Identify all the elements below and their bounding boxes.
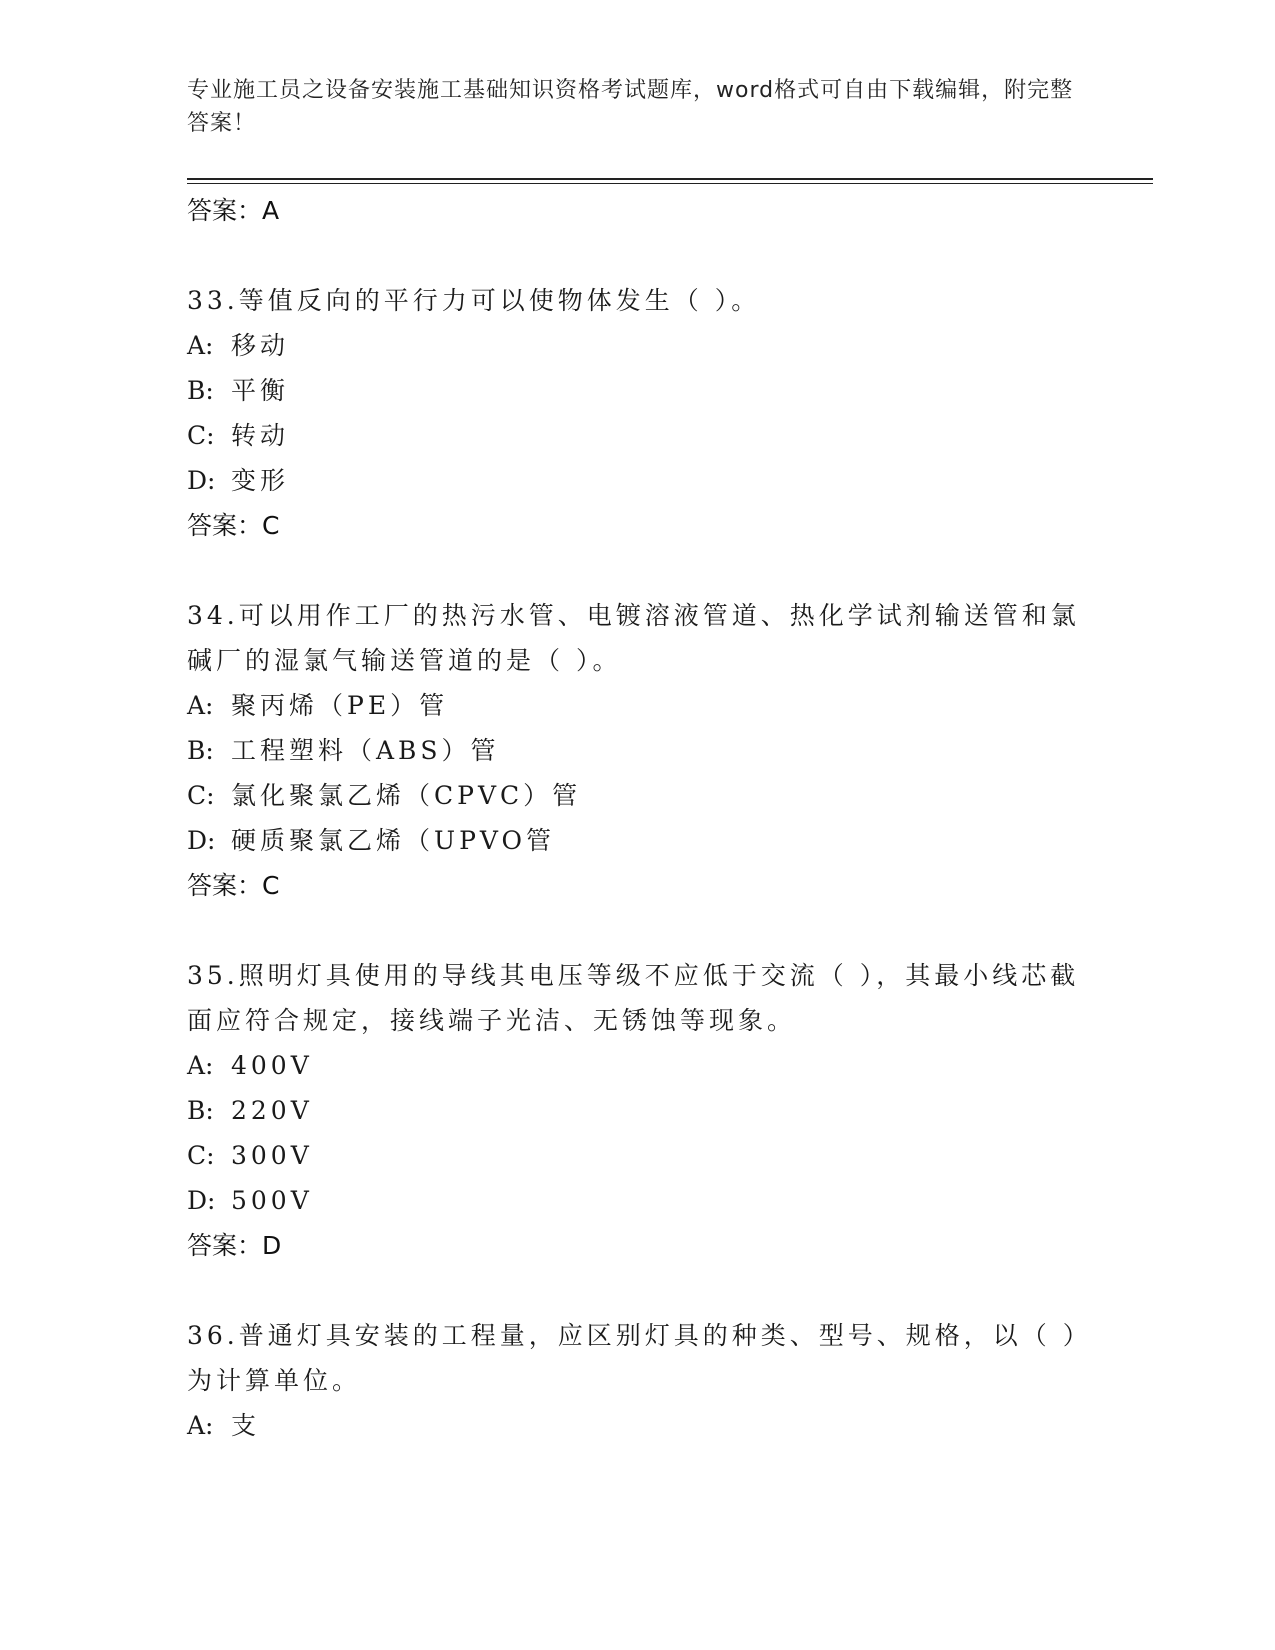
option-letter: C: (187, 781, 215, 810)
option-text: 支 (231, 1411, 261, 1440)
option-letter: B: (187, 1096, 214, 1125)
question-stem (187, 1313, 1087, 1403)
option-c (187, 413, 1087, 458)
option-letter: D: (187, 466, 216, 495)
option-letter: D: (187, 826, 216, 855)
question-stem (187, 278, 1087, 323)
option-b (187, 1088, 1087, 1133)
option-text: 工程塑料（ABS）管 (231, 736, 500, 765)
option-letter: A: (187, 691, 214, 720)
question-text: 普通灯具安装的工程量，应区别灯具的种类、型号、规格，以（ ）为计算单位。 (187, 1321, 1080, 1395)
answer-line (187, 863, 1087, 908)
option-text: 平衡 (231, 376, 290, 405)
spacer (187, 1268, 1087, 1313)
option-text: 硬质聚氯乙烯（UPVO管 (231, 826, 556, 855)
answer-value: D (262, 1231, 282, 1260)
option-a (187, 1043, 1087, 1088)
answer-label: 答案： (187, 871, 263, 900)
option-text: 220V (231, 1096, 313, 1125)
answer-label: 答案： (187, 511, 263, 540)
option-d (187, 818, 1087, 863)
answer-line (187, 188, 1087, 233)
option-text: 500V (231, 1186, 313, 1215)
question-stem (187, 593, 1087, 683)
question-number: 35. (187, 961, 239, 990)
option-letter: B: (187, 376, 214, 405)
option-letter: C: (187, 421, 215, 450)
option-c (187, 773, 1087, 818)
answer-value: C (262, 511, 280, 540)
option-d (187, 458, 1087, 503)
option-a (187, 1403, 1087, 1448)
option-letter: D: (187, 1186, 216, 1215)
question-text: 照明灯具使用的导线其电压等级不应低于交流（ ），其最小线芯截面应符合规定，接线端子光洁、无锈蚀等现象。 (187, 961, 1080, 1035)
page-header (187, 74, 1077, 140)
question-number: 36. (187, 1321, 239, 1350)
header-divider-thin (187, 183, 1153, 184)
question-stem (187, 953, 1087, 1043)
option-text: 300V (231, 1141, 313, 1170)
option-text: 移动 (231, 331, 290, 360)
answer-line (187, 503, 1087, 548)
question-text: 等值反向的平行力可以使物体发生（ ）。 (238, 286, 761, 315)
option-letter: A: (187, 1051, 214, 1080)
option-text: 400V (231, 1051, 313, 1080)
option-letter: B: (187, 736, 214, 765)
option-a (187, 323, 1087, 368)
spacer (187, 233, 1087, 278)
option-d (187, 1178, 1087, 1223)
question-item (187, 953, 1087, 1223)
option-c (187, 1133, 1087, 1178)
spacer (187, 908, 1087, 953)
option-text: 氯化聚氯乙烯（CPVC）管 (231, 781, 582, 810)
document-title: 专业施工员之设备安装施工基础知识资格考试题库，word格式可自由下载编辑，附完整答案！ (187, 78, 1074, 136)
option-text: 聚丙烯（PE）管 (231, 691, 449, 720)
question-number: 33. (187, 286, 239, 315)
question-list (187, 188, 1087, 1448)
question-number: 34. (187, 601, 239, 630)
spacer (187, 548, 1087, 593)
answer-label: 答案： (187, 1231, 263, 1260)
option-b (187, 368, 1087, 413)
question-item (187, 1313, 1087, 1448)
question-item (187, 278, 1087, 503)
answer-value: C (262, 871, 280, 900)
option-text: 转动 (231, 421, 290, 450)
option-b (187, 728, 1087, 773)
option-letter: C: (187, 1141, 215, 1170)
option-letter: A: (187, 1411, 214, 1440)
option-a (187, 683, 1087, 728)
question-item (187, 593, 1087, 863)
answer-label: 答案： (187, 196, 263, 225)
option-text: 变形 (231, 466, 290, 495)
answer-line (187, 1223, 1087, 1268)
option-letter: A: (187, 331, 214, 360)
question-text: 可以用作工厂的热污水管、电镀溶液管道、热化学试剂输送管和氯碱厂的湿氯气输送管道的是（ ）。 (187, 601, 1080, 675)
answer-value: A (262, 196, 280, 225)
header-divider (187, 178, 1153, 180)
